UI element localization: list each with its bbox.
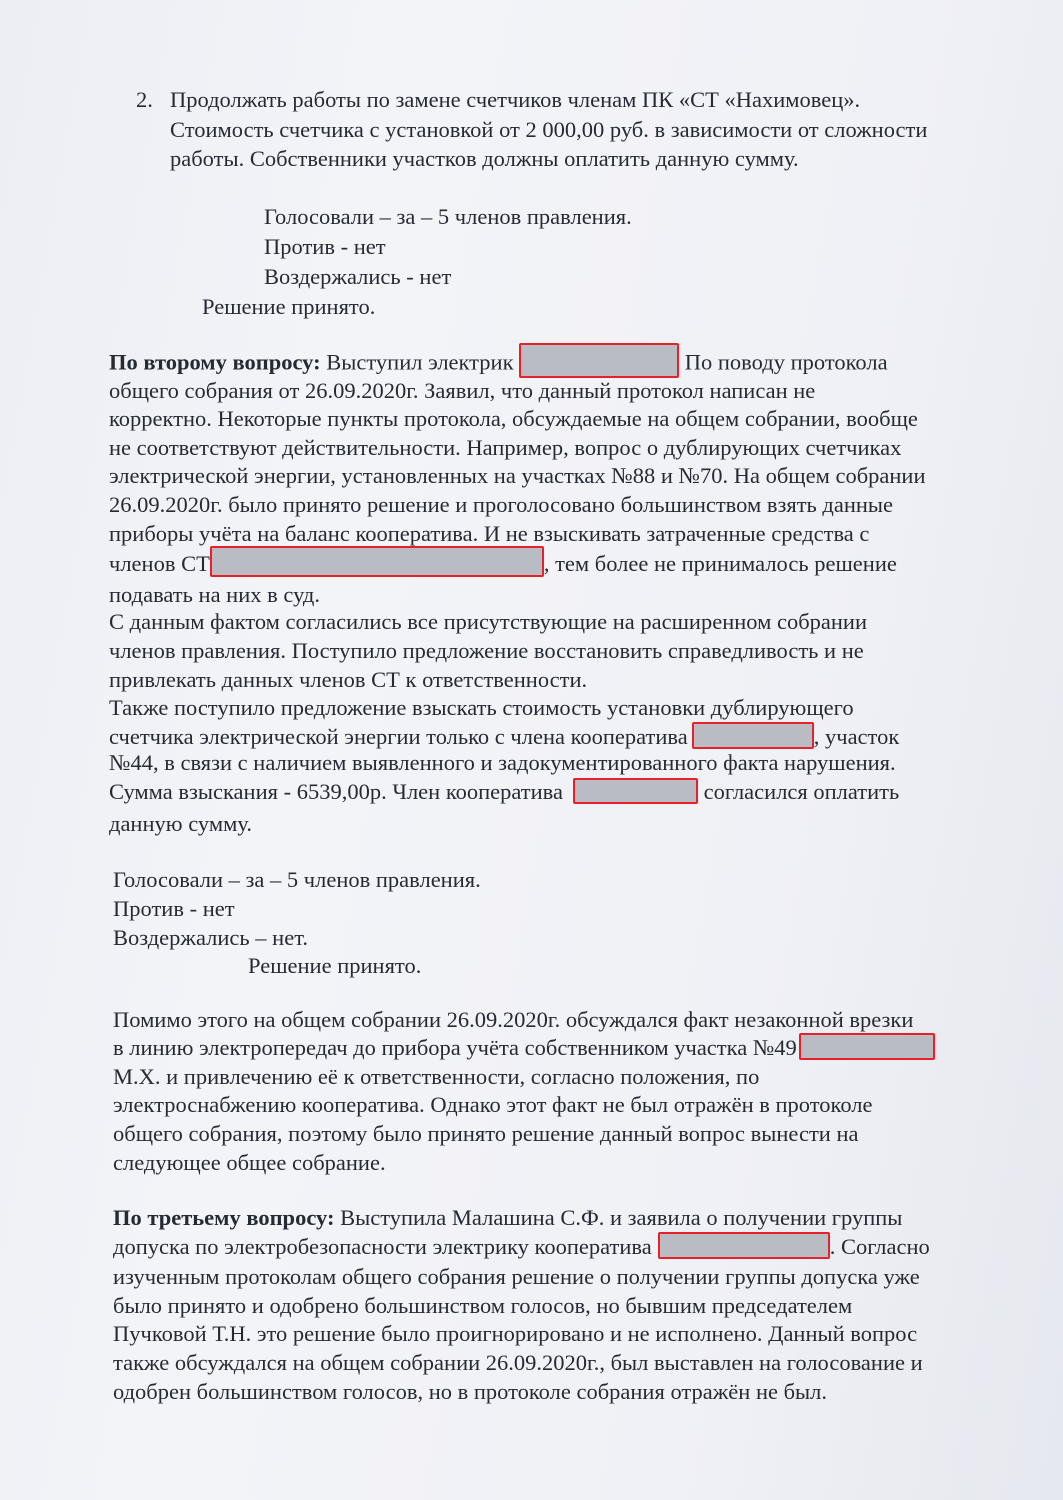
item-number: 2. xyxy=(136,87,153,112)
q3-line7: одобрен большинством голосов, но в протоколе собрания отражён не был. xyxy=(113,1379,828,1404)
vote1-for: Голосовали – за – 5 членов правления. xyxy=(264,204,632,229)
vote1-abstained: Воздержались - нет xyxy=(264,264,452,289)
q2-l16-after: согласился оплатить xyxy=(698,779,900,804)
q3-l2-before: допуска по электробезопасности электрику кооператива xyxy=(113,1234,652,1259)
vote2-for: Голосовали – за – 5 членов правления. xyxy=(113,867,481,892)
extra-line1: Помимо этого на общем собрании 26.09.2020г. обсуждался факт незаконной врезки xyxy=(113,1007,914,1032)
q2-line1 xyxy=(109,351,888,378)
extra-line4: электроснабжению кооператива. Однако этот факт не был отражён в протоколе xyxy=(113,1092,873,1117)
vote2-abstained: Воздержались – нет. xyxy=(113,925,308,950)
extra-l2-before: в линию электропередач до прибора учёта собственником участка №49 xyxy=(113,1035,797,1060)
q2-l14-after: , участок xyxy=(813,724,900,749)
q2-line3: корректно. Некоторые пункты протокола, обсуждаемые на общем собрании, вообще xyxy=(109,406,918,431)
vote2-against: Против - нет xyxy=(113,896,235,921)
redacted-name xyxy=(658,1232,830,1259)
q2-line7: приборы учёта на баланс кооператива. И не взыскивать затраченные средства с xyxy=(109,521,870,546)
q3-heading: По третьему вопросу: xyxy=(113,1205,335,1230)
redacted-name xyxy=(519,343,679,378)
q3-line4: было принято и одобрено большинством голосов, но бывшим председателем xyxy=(113,1293,853,1318)
redacted-name xyxy=(692,722,814,749)
q3-line2 xyxy=(113,1236,930,1259)
q2-line10: С данным фактом согласились все присутствующие на расширенном собрании xyxy=(109,609,868,634)
q2-line6: 26.09.2020г. было принято решение и проголосовано большинством взять данные xyxy=(109,492,894,517)
q2-line14 xyxy=(109,726,899,749)
q3-line6: также обсуждался на общем собрании 26.09.2020г., был выставлен на голосование и xyxy=(113,1350,923,1375)
redacted-name xyxy=(573,778,698,804)
item2-line1: Продолжать работы по замене счетчиков членам ПК «СТ «Нахимовец». xyxy=(170,87,861,112)
q2-l16-before: Сумма взыскания - 6539,00р. Член кооператива xyxy=(109,779,563,804)
q2-line15: №44, в связи с наличием выявленного и задокументированного факта нарушения. xyxy=(109,750,896,775)
q2-l8-before: членов СТ xyxy=(109,551,210,576)
q2-heading: По второму вопросу: xyxy=(109,349,321,375)
q2-line16 xyxy=(109,781,899,804)
q3-l2-after: . Согласно xyxy=(829,1234,930,1259)
item2-line3: работы. Собственники участков должны оплатить данную сумму. xyxy=(170,146,799,171)
q3-l1-text: Выступила Малашина С.Ф. и заявила о получении группы xyxy=(334,1205,903,1230)
redacted-name xyxy=(799,1033,935,1060)
q2-line4: не соответствуют действительности. Например, вопрос о дублирующих счетчиках xyxy=(109,435,902,460)
vote2-decision: Решение принято. xyxy=(248,953,422,978)
q2-line2: общего собрания от 26.09.2020г. Заявил, что данный протокол написан не xyxy=(109,378,816,403)
extra-line6: следующее общее собрание. xyxy=(113,1150,386,1175)
q2-line12: привлекать данных членов СТ к ответственности. xyxy=(109,667,588,692)
vote1-against: Против - нет xyxy=(264,234,386,259)
q2-line11: членов правления. Поступило предложение восстановить справедливость и не xyxy=(109,638,864,663)
q3-line1 xyxy=(113,1207,902,1230)
q2-l1-text: Выступил электрик xyxy=(320,349,520,375)
extra-line3: М.Х. и привлечению её к ответственности, согласно положения, по xyxy=(113,1064,760,1089)
q3-line3: изученным протоколам общего собрания решение о получении группы допуска уже xyxy=(113,1264,920,1289)
q2-line8 xyxy=(109,553,897,577)
q2-line5: электрической энергии, установленных на участках №88 и №70. На общем собрании xyxy=(109,463,926,488)
q2-line13: Также поступило предложение взыскать стоимость установки дублирующего xyxy=(109,695,854,720)
q3-line5: Пучковой Т.Н. это решение было проигнорировано и не исполнено. Данный вопрос xyxy=(113,1321,918,1346)
extra-line5: общего собрания, поэтому было принято решение данный вопрос вынести на xyxy=(113,1121,859,1146)
redacted-name xyxy=(210,546,544,577)
q2-line9: подавать на них в суд. xyxy=(109,582,320,607)
extra-line2 xyxy=(113,1037,935,1060)
q2-l14-before: счетчика электрической энергии только с члена кооператива xyxy=(109,724,688,749)
vote1-decision: Решение принято. xyxy=(202,294,376,319)
item2-line2: Стоимость счетчика с установкой от 2 000,00 руб. в зависимости от сложности xyxy=(170,117,928,142)
q2-line17: данную сумму. xyxy=(109,811,252,836)
q2-l8-after: , тем более не принималось решение xyxy=(543,551,897,576)
q2-l1-after: По поводу протокола xyxy=(679,349,888,375)
